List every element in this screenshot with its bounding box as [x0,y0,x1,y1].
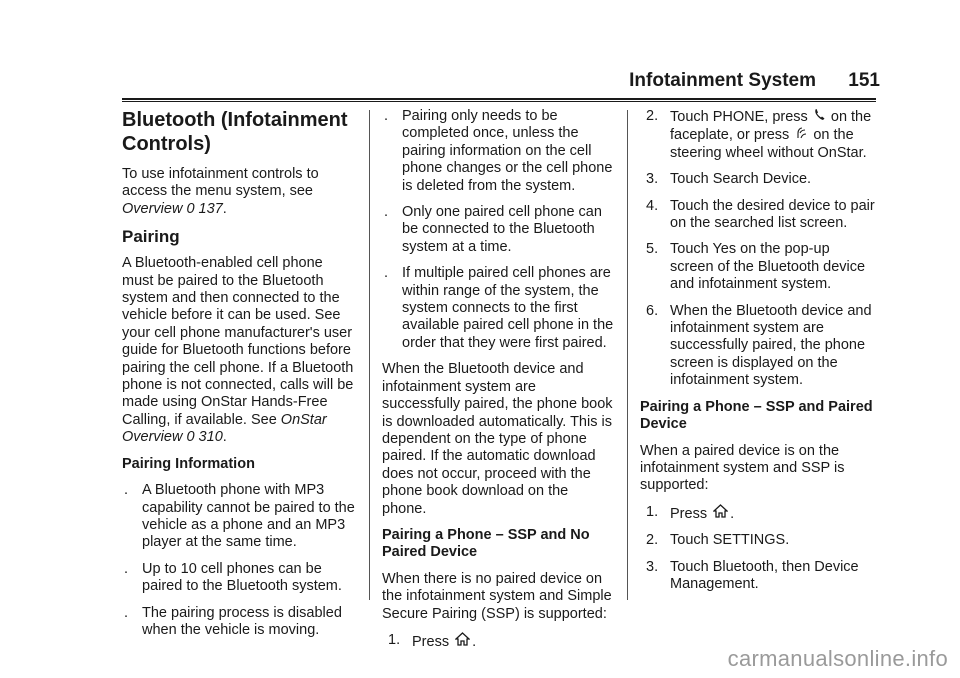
list-item: . Pairing only needs to be completed once, unless the pairing information on the cell phone changes or the cell phone is deleted from the system. [384,108,613,194]
column-3 [640,108,876,602]
step-number: 1. [646,503,659,520]
bullet-marker: . [384,265,389,282]
pairing-info-heading: Pairing Information [122,455,255,472]
overview-page-ref[interactable]: 0 137 [186,200,223,217]
step-number: 2. [646,108,659,124]
step-number: 6. [646,302,659,319]
step-item: 3. Touch Search Device. [646,171,812,188]
step-number: 5. [646,241,659,258]
onstar-overview-link[interactable]: OnStar Overview [122,411,327,446]
phonebook-paragraph: When the Bluetooth device and infotainment system are successfully paired, the phone book is downloaded automatically. This is dependent on the type of phone paired. If the automatic download does not occur, proceed with the phone book download on the phone. [382,361,613,517]
step-item: 6. When the Bluetooth device and infotainment system are successfully paired, the phone screen is displayed on the infotainment system. [646,302,872,389]
column-divider-1 [369,110,370,600]
step-item: 2. Touch PHONE, press on the faceplate, or press on the steering wheel without OnStar. [646,108,872,161]
bullet-marker: . [384,204,389,221]
step-item: 2. Touch SETTINGS. [646,532,790,549]
home-icon [455,632,470,646]
step-number: 3. [646,558,659,575]
step-number: 3. [646,171,659,188]
watermark: carmanualsonline.info [727,646,948,671]
ssp-no-device-paragraph: When there is no paired device on the infotainment system and Simple Secure Pairing (SSP) is supported: [382,570,612,622]
step-number: 4. [646,197,659,214]
list-item: . Up to 10 cell phones can be paired to the Bluetooth system. [124,560,342,595]
step-item: 5. Touch Yes on the pop-up screen of the Bluetooth device and infotainment system. [646,241,866,293]
step-number: 2. [646,532,659,549]
column-divider-2 [627,110,628,600]
step-item: 4. Touch the desired device to pair on the searched list screen. [646,197,875,232]
section-title: Infotainment System [629,70,816,91]
list-item: . If multiple paired cell phones are within range of the system, the system connects to the first available paired cell phone in the order that they were first paired. [384,265,614,351]
page-title: Bluetooth (Infotainment Controls) [122,109,348,155]
home-icon [713,504,728,518]
overview-link[interactable]: Overview [122,200,183,217]
ssp-paired-device-heading: Pairing a Phone – SSP and Paired Device [640,398,873,433]
step-item: 1. Press . [388,631,477,650]
header-rule [122,98,876,100]
page-header [0,70,960,100]
step-item: 3. Touch Bluetooth, then Device Management. [646,558,859,592]
bullet-marker: . [124,482,129,499]
bullet-marker: . [384,108,389,124]
pairing-paragraph: A Bluetooth-enabled cell phone must be paired to the Bluetooth system and then connected to the vehicle before it can be used. See your cell phone manufacturer's user guide for Bluetooth functions before pairing the cell phone. If a Bluetooth phone is not connected, calls will be made using OnStar Hands-Free Calling, if available. See OnStar Overview 0 310. [122,255,354,446]
list-item: . The pairing process is disabled when the vehicle is moving. [124,604,342,638]
step-number: 1. [388,631,401,648]
pairing-heading: Pairing [122,227,180,247]
ssp-no-device-heading: Pairing a Phone – SSP and No Paired Device [382,526,590,561]
list-item: . A Bluetooth phone with MP3 capability cannot be paired to the vehicle as a phone and an MP3 player at the same time. [124,482,355,551]
header-rule-thin [122,101,876,102]
phone-icon [814,108,825,121]
column-1 [122,108,356,648]
onstar-page-ref[interactable]: 0 310 [186,429,223,446]
intro-paragraph: To use infotainment controls to access the menu system, see Overview 0 137. [122,166,319,217]
step-item: 1. Press . [646,503,735,522]
voice-icon [795,126,807,139]
bullet-marker: . [124,604,129,621]
ssp-paired-device-paragraph: When a paired device is on the infotainment system and SSP is supported: [640,442,845,494]
column-2 [382,108,614,660]
page-number: 151 [848,70,880,91]
list-item: . Only one paired cell phone can be connected to the Bluetooth system at a time. [384,204,602,255]
bullet-marker: . [124,560,129,577]
